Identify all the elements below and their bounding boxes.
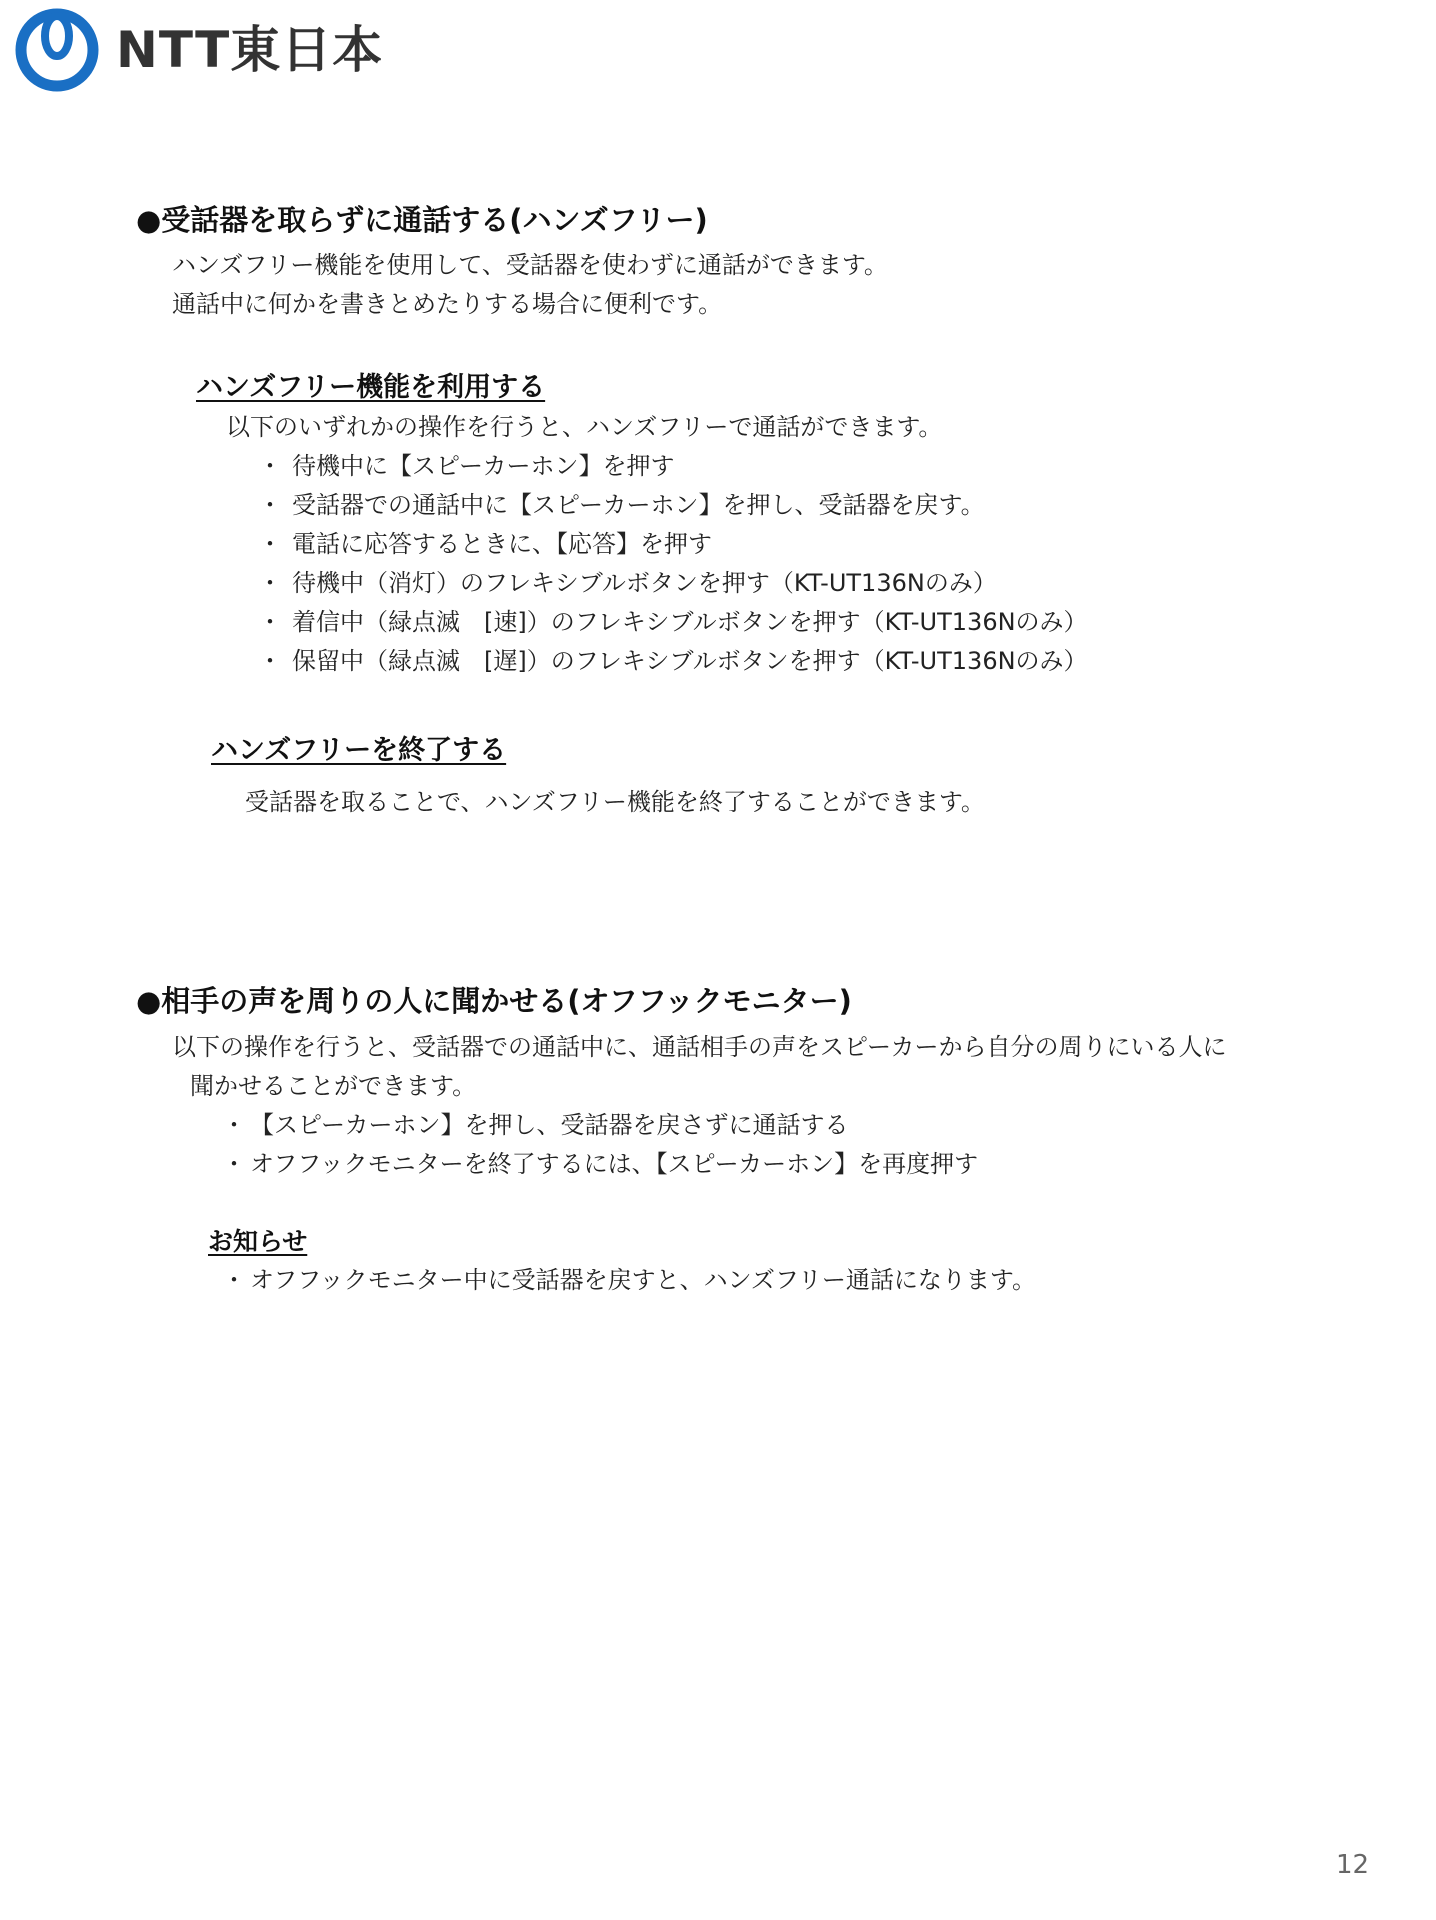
list-item-text: オフフックモニターを終了するには、【スピーカーホン】を再度押す xyxy=(250,1150,979,1178)
handsfree-intro-line-2: 通話中に何かを書きとめたりする場合に便利です。 xyxy=(172,290,723,318)
handsfree-intro-line-1: ハンズフリー機能を使用して、受話器を使わずに通話ができます。 xyxy=(172,251,888,279)
handsfree-use-heading: ハンズフリー機能を利用する xyxy=(196,372,546,403)
notice-heading: お知らせ xyxy=(208,1227,308,1256)
ntt-logo-icon xyxy=(12,6,102,94)
offhook-intro-line-1: 以下の操作を行うと、受話器での通話中に、通話相手の声をスピーカーから自分の周りにいる人に xyxy=(172,1033,1227,1061)
handsfree-section-title: ●受話器を取らずに通話する(ハンズフリー) xyxy=(136,203,708,237)
bullet: ・ xyxy=(222,1111,246,1139)
handsfree-end-text: 受話器を取ることで、ハンズフリー機能を終了することができます。 xyxy=(245,788,985,816)
list-item xyxy=(258,530,712,559)
bullet: ・ xyxy=(258,647,282,675)
handsfree-end-heading: ハンズフリーを終了する xyxy=(211,735,507,766)
bullet: ・ xyxy=(258,608,282,636)
list-item xyxy=(222,1266,1036,1295)
list-item-text: 着信中（緑点滅 [速]）のフレキシブルボタンを押す（KT-UT136Nのみ） xyxy=(292,608,1088,636)
list-item-text: 待機中に【スピーカーホン】を押す xyxy=(292,452,675,480)
ntt-east-logo xyxy=(12,6,383,94)
list-item-text: 待機中（消灯）のフレキシブルボタンを押す（KT-UT136Nのみ） xyxy=(292,569,997,597)
list-item xyxy=(258,569,997,598)
offhook-intro-line-2: 聞かせることができます。 xyxy=(190,1072,477,1100)
list-item xyxy=(258,491,985,520)
bullet: ・ xyxy=(258,530,282,558)
bullet: ・ xyxy=(258,452,282,480)
list-item-text: 受話器での通話中に【スピーカーホン】を押し、受話器を戻す。 xyxy=(292,491,985,519)
bullet: ・ xyxy=(222,1266,246,1294)
list-item xyxy=(258,452,675,481)
bullet: ・ xyxy=(258,491,282,519)
bullet: ・ xyxy=(258,569,282,597)
list-item xyxy=(222,1150,978,1179)
list-item xyxy=(258,647,1088,676)
list-item-text: 電話に応答するときに、【応答】を押す xyxy=(292,530,712,558)
handsfree-use-lead: 以下のいずれかの操作を行うと、ハンズフリーで通話ができます。 xyxy=(226,413,943,441)
list-item-text: 保留中（緑点滅 [遅]）のフレキシブルボタンを押す（KT-UT136Nのみ） xyxy=(292,647,1088,675)
logo-text: NTT東日本 xyxy=(116,21,384,79)
page-number: 12 xyxy=(1336,1850,1370,1880)
list-item-text: 【スピーカーホン】を押し、受話器を戻さずに通話する xyxy=(250,1111,849,1139)
offhook-section-title: ●相手の声を周りの人に聞かせる(オフフックモニター) xyxy=(136,984,852,1018)
list-item xyxy=(222,1111,849,1140)
list-item xyxy=(258,608,1088,637)
list-item-text: オフフックモニター中に受話器を戻すと、ハンズフリー通話になります。 xyxy=(250,1266,1036,1294)
bullet: ・ xyxy=(222,1150,246,1178)
